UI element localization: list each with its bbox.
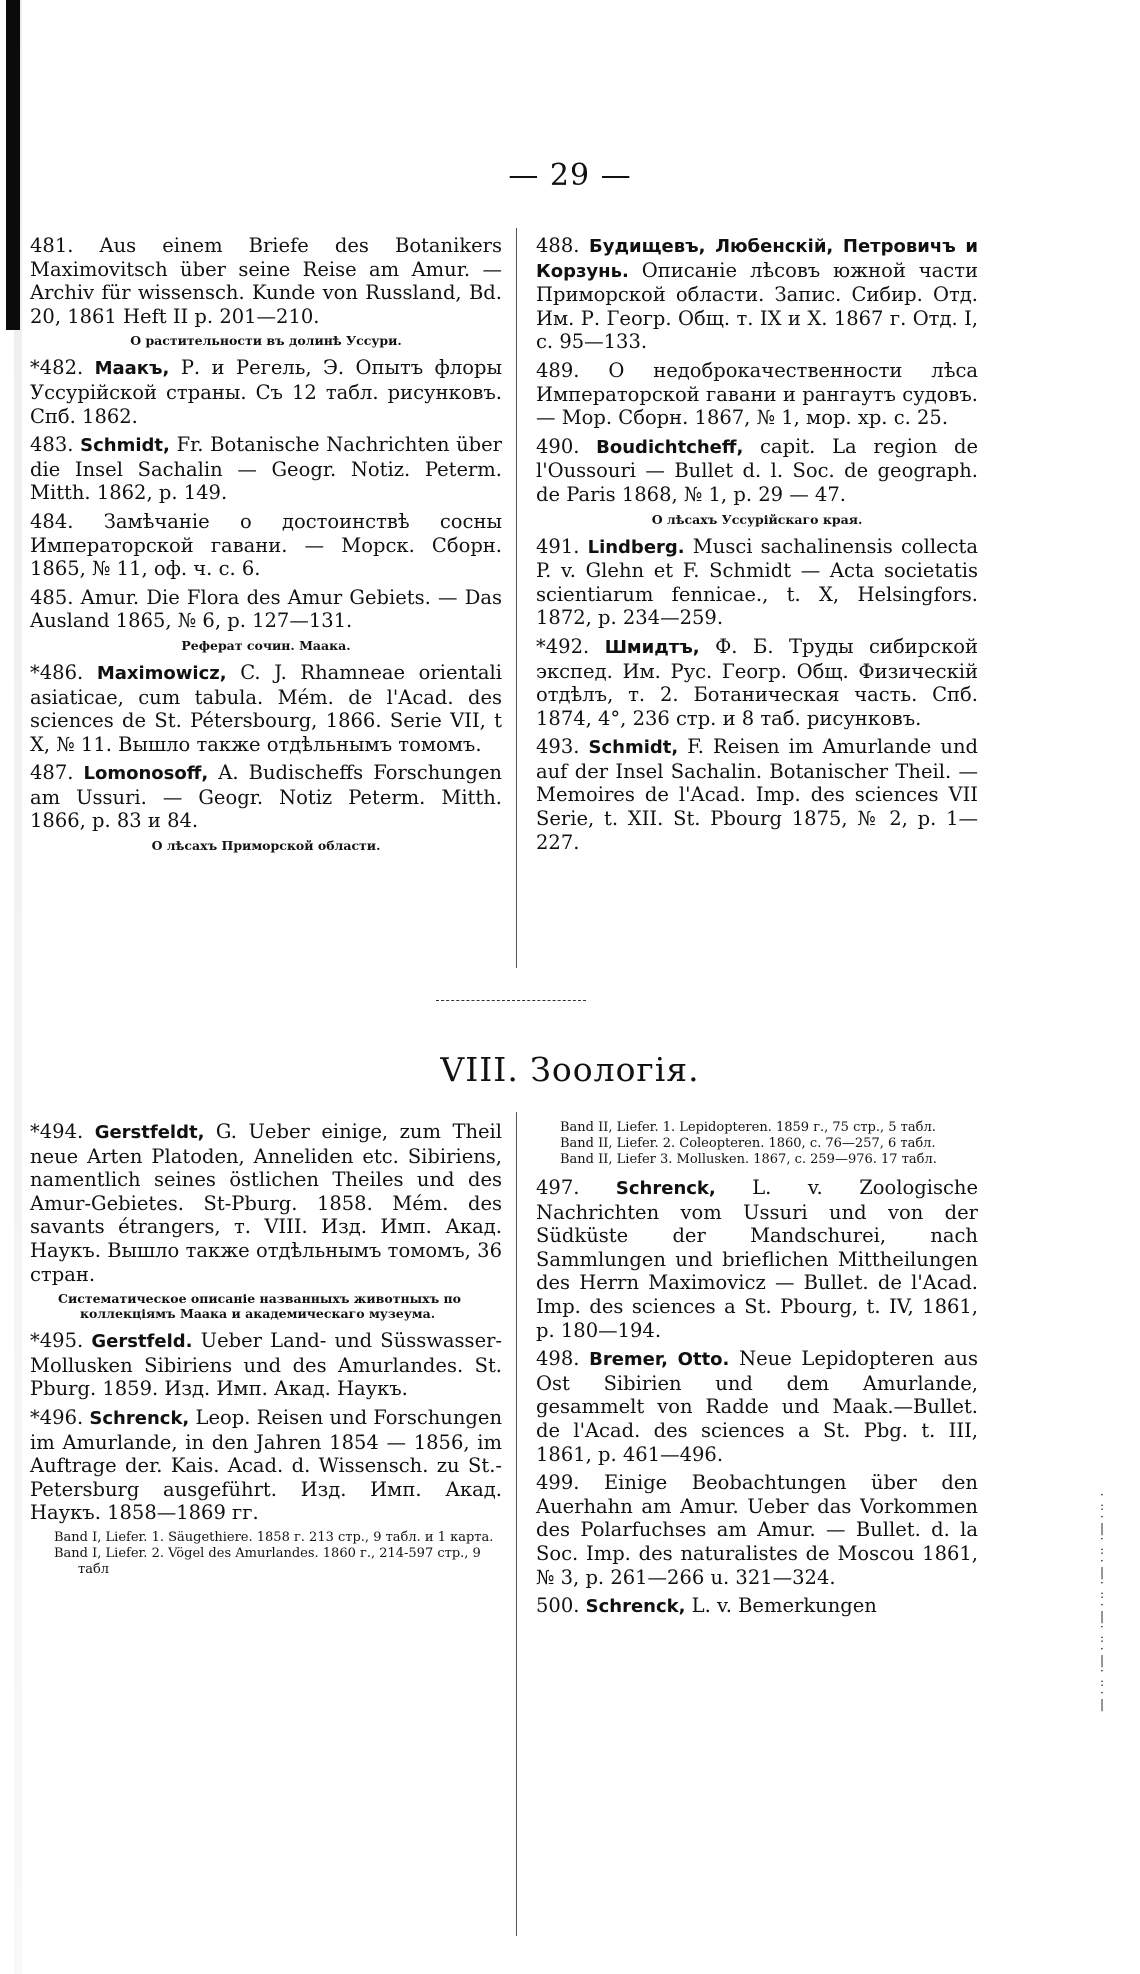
sub-entry-band: Band II, Liefer 3. Mollusken. 1867, с. 259—976. 17 табл. (560, 1152, 937, 1167)
entry-483 (30, 433, 502, 505)
entry-number: 490. (536, 434, 580, 458)
sub-entry-band: Band II, Liefer. 1. Lepidopteren. 1859 г., 75 стр., 5 табл. (560, 1120, 936, 1135)
lower-left-column (30, 1120, 502, 1578)
entry-text: Описаніе лѣсовъ южной части Приморской области. Запис. Сибир. Отд. Им. Р. Геогр. Общ. т. IX и X. 1867 г. Отд. I, с. 95—133. (536, 258, 978, 354)
entry-number: 498. (536, 1347, 580, 1371)
entry-author: Maximowicz, (96, 662, 227, 684)
entry-490 (536, 435, 978, 507)
entry-text: Aus einem Briefe des Botanikers Maximovitsch über seine Reise am Amur. — Archiv für wissensch. Kunde von Russland, Bd. 20, 1861 Heft II p. 201—210. (30, 234, 502, 328)
entry-author: Schmidt, (80, 435, 170, 457)
entry-text: G. Ueber einige, zum Theil neue Arten Platoden, Anneliden etc. Sibiriens, namentlich seines östlichen Theiles und des Amur-Gebietes. St-Pburg. 1858. Mém. des savants étrangers, т. VIII. Изд. Имп. Акад. Наукъ. Вышло также отдѣльнымъ томомъ, 36 стран. (30, 1120, 503, 1286)
entry-number: *482. (30, 356, 84, 380)
entry-number: 499. (536, 1471, 580, 1495)
column-rule-lower (516, 1112, 517, 1936)
entry-499 (536, 1471, 978, 1589)
entry-note: Систематическое описаніе названныхъ животныхъ по коллекціямъ Маака и академическаго музеума. (58, 1291, 462, 1322)
entry-text: Ф. Б. Труды сибирской экспед. Им. Рус. Геогр. Общ. Физическій отдѣлъ, т. 2. Ботаническая часть. Спб. 1874, 4°, 236 стр. и 8 таб. рисунковъ. (536, 634, 979, 730)
entry-485 (30, 586, 502, 633)
entry-text: L. v. Zoologische Nachrichten vom Ussuri und von der Südküste der Mandschurei, nach Sammlungen und brieflichen Mittheilungen des Herrn Maximovicz — Bullet. de l'Acad. Imp. des sciences a St. Pbourg, t. IV, 1861, p. 180—194. (536, 1176, 978, 1342)
entry-author: Шмидтъ, (604, 636, 700, 658)
upper-left-column (30, 234, 502, 861)
entry-number: *496. (30, 1405, 84, 1429)
entry-author: Gerstfeldt, (94, 1122, 205, 1143)
entry-486 (30, 661, 502, 756)
entry-text: Leop. Reisen und Forschungen im Amurlande, in den Jahren 1854 — 1856, im Auftrage der. Kais. Acad. d. Wissensch. zu St.-Petersburg ausgeführt. Изд. Имп. Акад. Наукъ. 1858—1869 гг. (30, 1405, 503, 1525)
entry-497 (536, 1176, 978, 1342)
entry-number: *494. (30, 1120, 84, 1143)
entry-text: Einige Beobachtungen über den Auerhahn am Amur. Ueber das Vorkommen des Polarfuchses am Amur. — Bullet. d. la Soc. Imp. des naturalistes de Moscou 1861, № 3, p. 261—266 u. 321—324. (536, 1471, 978, 1589)
entry-484 (30, 510, 502, 581)
entry-text: L. v. Bemerkungen (691, 1594, 877, 1618)
entry-text: Ueber Land- und Süsswasser-Mollusken Sibiriens und des Amurlandes. St. Pburg. 1859. Изд. Имп. Акад. Наукъ. (30, 1329, 503, 1401)
entry-500 (536, 1594, 978, 1619)
section-heading: VIII. Зоологія. (440, 1050, 700, 1089)
entry-491 (536, 535, 978, 630)
entry-number: 487. (30, 761, 74, 785)
entry-author: Bremer, Otto. (589, 1349, 730, 1371)
entry-number: 493. (536, 735, 580, 759)
entry-number: 488. (536, 234, 580, 257)
entry-text: C. J. Rhamneae orientali asiaticae, cum tabula. Mém. de l'Acad. des sciences de St. Pétersbourg, 1866. Serie VII, t X, № 11. Вышло также отдѣльнымъ томомъ. (30, 660, 502, 756)
entry-number: *492. (536, 634, 590, 658)
entry-author: Schrenck, (585, 1596, 686, 1618)
entry-492 (536, 635, 978, 730)
entry-text: F. Reisen im Amurlande und auf der Insel Sachalin. Botanischer Theil. — Memoires de l'Acad. Imp. des sciences VII Serie, t. XII. St. Pbourg 1875, № 2, p. 1—227. (536, 735, 979, 854)
entry-number: 484. (30, 509, 74, 533)
entry-number: 481. (30, 234, 74, 257)
entry-text: Замѣчаніе о достоинствѣ сосны Императорской гавани. — Морск. Сборн. 1865, № 11, оф. ч. с. 6. (30, 509, 502, 581)
entry-number: 500. (536, 1594, 580, 1618)
entry-number: 483. (30, 433, 74, 457)
entry-text: Р. и Регель, Э. Опытъ флоры Уссурійской страны. Съ 12 табл. рисунковъ. Спб. 1862. (30, 356, 503, 428)
entry-text: A. Budischeffs Forschungen am Ussuri. — Geogr. Notiz Peterm. Mitth. 1866, p. 83 и 84. (30, 761, 502, 833)
entry-author: Schmidt, (588, 737, 679, 759)
section-separator (436, 1000, 586, 1003)
entry-author: Lindberg. (587, 536, 685, 558)
entry-text: Amur. Die Flora des Amur Gebiets. — Das Ausland 1865, № 6, p. 127—131. (30, 585, 503, 633)
sub-entry-band: Band I, Liefer. 2. Vögel des Amurlandes. 1860 г., 214-597 стр., 9 табл (54, 1545, 481, 1577)
entry-text: О недоброкачественности лѣса Императорской гавани и рангаутъ судовъ. — Мор. Сборн. 1867, № 1, мор. хр. с. 25. (536, 358, 978, 430)
entry-number: 491. (536, 534, 580, 558)
entry-author: Boudichtcheff, (596, 436, 744, 458)
entry-author: Будищевъ, Любенскій, Петровичъ и Корзунь. (536, 236, 979, 282)
entry-text: Musci sachalinensis collecta P. v. Glehn et F. Schmidt — Acta societatis scientiarum fennicae., t. X, Helsingfors. 1872, p. 234—259. (536, 534, 978, 630)
entry-text: Neue Lepidopteren aus Ost Sibirien und dem Amurlande, gesammelt von Radde und Maak.—Bullet. de l'Acad. des sciences a St. Pbg. t. III, 1861, p. 461—496. (536, 1347, 978, 1466)
entry-text: Fr. Botanische Nachrichten über die Insel Sachalin — Geogr. Notiz. Peterm. Mitth. 1862, p. 149. (30, 433, 503, 505)
sub-entry-band: Band II, Liefer. 2. Coleopteren. 1860, с. 76—257, 6 табл. (560, 1136, 936, 1151)
entry-498 (536, 1347, 978, 1466)
entry-note: О лѣсахъ Уссурійскаго края. (651, 511, 863, 527)
entry-493 (536, 735, 978, 854)
entry-489 (536, 359, 978, 430)
entry-482 (30, 356, 502, 428)
column-rule-upper (516, 228, 517, 968)
entry-494 (30, 1120, 502, 1286)
entry-author: Schrenck, (615, 1178, 716, 1199)
lower-right-column (536, 1120, 978, 1624)
entry-number: *495. (30, 1329, 84, 1353)
entry-author: Schrenck, (89, 1407, 190, 1429)
page-number: — 29 — (508, 158, 632, 193)
upper-right-column (536, 234, 978, 859)
sub-entry-band: Band I, Liefer. 1. Säugethiere. 1858 г. 213 стр., 9 табл. и 1 карта. (54, 1529, 494, 1545)
entry-note: Реферат сочин. Маака. (181, 637, 351, 653)
entry-author: Маакъ, (94, 358, 170, 380)
entry-496 (30, 1406, 502, 1525)
entry-note: О растительности въ долинѣ Уссури. (130, 333, 402, 349)
entry-488 (536, 234, 978, 354)
entry-author: Gerstfeld. (91, 1331, 193, 1353)
entry-number: 485. (30, 585, 74, 609)
entry-495 (30, 1329, 502, 1401)
entry-text: capit. La region de l'Oussouri — Bullet d. l. Soc. de geograph. de Paris 1868, № 1, p. 29 — 47. (536, 434, 979, 506)
scan-edge-specks: · : · | · : · | · : · | · : · | · : · | (1100, 1488, 1105, 1711)
entry-number: 497. (536, 1176, 580, 1199)
entry-note: О лѣсахъ Приморской области. (151, 838, 381, 854)
entry-number: 489. (536, 358, 580, 382)
entry-number: *486. (30, 660, 84, 684)
entry-481 (30, 234, 502, 328)
entry-487 (30, 761, 502, 833)
entry-author: Lomonosoff, (83, 763, 209, 785)
